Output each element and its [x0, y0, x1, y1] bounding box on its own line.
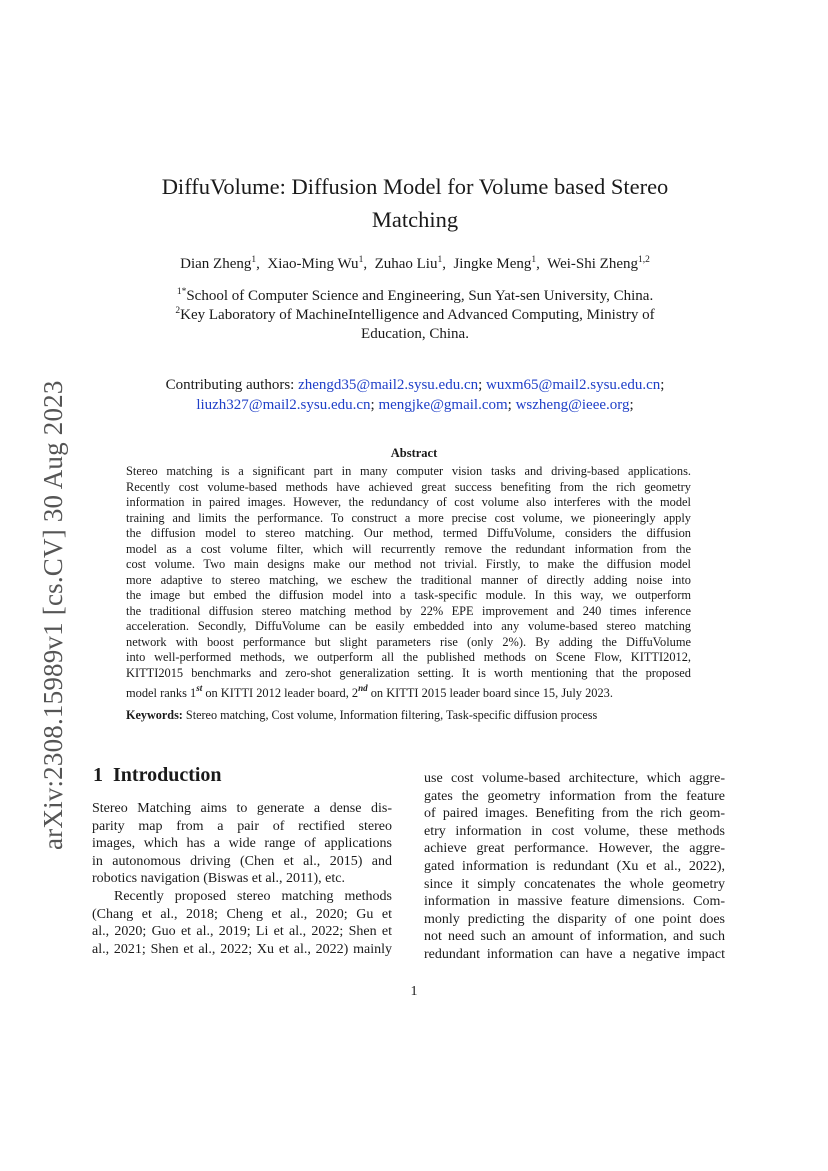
text-line: Stereo Matching aims to generate a dense dis- — [92, 801, 392, 816]
abstract-heading: Abstract — [390, 446, 438, 460]
text-line: achieve great performance. However, the aggre- — [424, 841, 725, 857]
email-link[interactable]: liuzh327@mail2.sysu.edu.cn — [196, 396, 371, 413]
text-line: Recently proposed stereo matching methods — [114, 888, 392, 904]
page-number: 1 — [410, 984, 418, 999]
affiliation-1: $^{1*}$School of Computer Science and Engineering, Sun Yat-sen University, China. — [176, 287, 654, 304]
abstract-line: the diffusion model to stereo matching. Our method, termed DiffuVolume, considers the diffusion — [126, 526, 691, 540]
contributing-label: Contributing authors: — [165, 377, 295, 393]
email-link[interactable]: wuxm65@mail2.sysu.edu.cn — [486, 377, 661, 393]
abstract-line: Stereo matching is a significant part in many computer vision tasks and driving-based applications. — [126, 464, 691, 478]
abstract-line: into well-performed methods, we outperform all the published methods on Scene Flow, KITTI2012, — [126, 650, 691, 664]
email-link[interactable]: mengjke@gmail.com — [378, 396, 508, 413]
keywords-text: Stereo matching, Cost volume, Information filtering, Task-specific diffusion process — [185, 708, 598, 722]
abstract-body — [126, 464, 691, 700]
affiliation-2: $^2$Key Laboratory of MachineIntelligence and Advanced Computing, Ministry of Education, China. — [175, 306, 655, 342]
text-line: gates the geometry information from the feature — [424, 788, 725, 804]
keywords-label: Keywords: — [126, 708, 183, 722]
text-line: (Chang et al., 2018; Cheng et al., 2020; Gu et — [92, 906, 392, 922]
left-column — [92, 800, 392, 958]
section-heading: 1 Introduction — [93, 764, 222, 786]
author: Wei-Shi Zheng$^{1,2}$ — [547, 255, 650, 272]
text-line: information in massive feature dimensions. Com- — [424, 894, 725, 910]
title-line-2: Matching — [371, 207, 459, 232]
email-link[interactable]: wszheng@ieee.org — [515, 396, 630, 413]
right-column — [424, 770, 725, 964]
abstract-line: the traditional diffusion stereo matching method by 22% EPE improvement and 240 times inference — [126, 603, 691, 618]
abstract-line: the image but embed the diffusion model into a task-specific module. In this way, we outperform — [126, 588, 691, 602]
abstract-line: model ranks 1st on KITTI 2012 leader board, 2nd on KITTI 2015 leader board since 15, July 2023. — [126, 683, 613, 700]
text-line: parity map from a pair of rectified stereo — [92, 818, 392, 834]
abstract-line: Recently cost volume-based methods have achieved great success benefiting from the rich geometry — [126, 479, 691, 494]
text-line: not need such an amount of information, and such — [424, 929, 725, 945]
author: Xiao-Ming Wu$^1$ — [267, 255, 364, 272]
text-line: redundant information can have a negative impact — [424, 946, 725, 962]
abstract-line: cost volume. Two main designs make our method not trivial. Firstly, to make the diffusion model — [126, 557, 691, 571]
abstract-line: model as a cost volume filter, which will recurrently remove the redundant information from the — [126, 541, 691, 556]
author: Jingke Meng$^1$ — [453, 255, 537, 272]
paper-title — [120, 170, 710, 236]
text-line: gated information is redundant (Xu et al., 2022), — [424, 858, 725, 874]
email-link[interactable]: zhengd35@mail2.sysu.edu.cn — [298, 377, 479, 393]
abstract-line: training and limits the performance. To construct a more precise cost volume, we pioneeringly apply — [126, 510, 691, 525]
abstract-line: KITTI2015 benchmarks and zero-shot generalization setting. It is worth mentioning that the proposed — [126, 665, 691, 680]
text-line: robotics navigation (Biswas et al., 2011), etc. — [92, 871, 345, 887]
author-list: Dian Zheng$^1$, Xiao-Ming Wu$^1$, Zuhao Liu$^1$, Jingke Meng$^1$, Wei-Shi Zheng$^{1,2}$ — [180, 255, 650, 272]
text-line: al., 2020; Guo et al., 2019; Li et al., 2022; Shen et — [92, 924, 392, 940]
title-line-1: DiffuVolume: Diffusion Model for Volume based Stereo — [161, 174, 669, 199]
contributing-authors: Contributing authors: zhengd35@mail2.sysu.edu.cn; wuxm65@mail2.sysu.edu.cn; liuzh327@mail2.sysu.edu.cn; mengjke@gmail.com; wszheng@ieee.org; — [165, 377, 665, 413]
abstract-line: network with boost performance but slight parameters rise (only 2%). By adding the DiffuVolume — [126, 634, 691, 649]
text-line: use cost volume-based architecture, which aggre- — [424, 771, 725, 786]
text-line: etry information in cost volume, these methods — [424, 823, 725, 839]
text-line: of paired images. Benefiting from the rich geom- — [424, 806, 725, 822]
abstract-line: information in paired images. However, the redundancy of cost volume also interferes with the model — [126, 495, 691, 509]
text-line: monly predicting the disparity of one point does — [424, 911, 725, 927]
text-line: since it simply concatenates the whole geometry — [424, 876, 725, 892]
keywords — [126, 708, 726, 723]
author: Dian Zheng$^1$ — [180, 255, 257, 272]
abstract-line: acceleration. Secondly, DiffuVolume can be easily embedded into any volume-based stereo matching — [126, 619, 691, 633]
text-line: images, which has a wide range of applications — [92, 836, 392, 852]
arxiv-identifier: arXiv:2308.15989v1 [cs.CV] 30 Aug 2023 — [38, 380, 68, 850]
author: Zuhao Liu$^1$ — [374, 255, 443, 272]
abstract-line: more adaptive to stereo matching, we eschew the traditional manner of directly adding noise into — [126, 572, 691, 587]
arxiv-sidebar — [18, 355, 68, 850]
text-line: al., 2021; Shen et al., 2022; Xu et al., 2022) mainly — [92, 941, 392, 957]
text-line: in autonomous driving (Chen et al., 2015) and — [92, 853, 392, 869]
